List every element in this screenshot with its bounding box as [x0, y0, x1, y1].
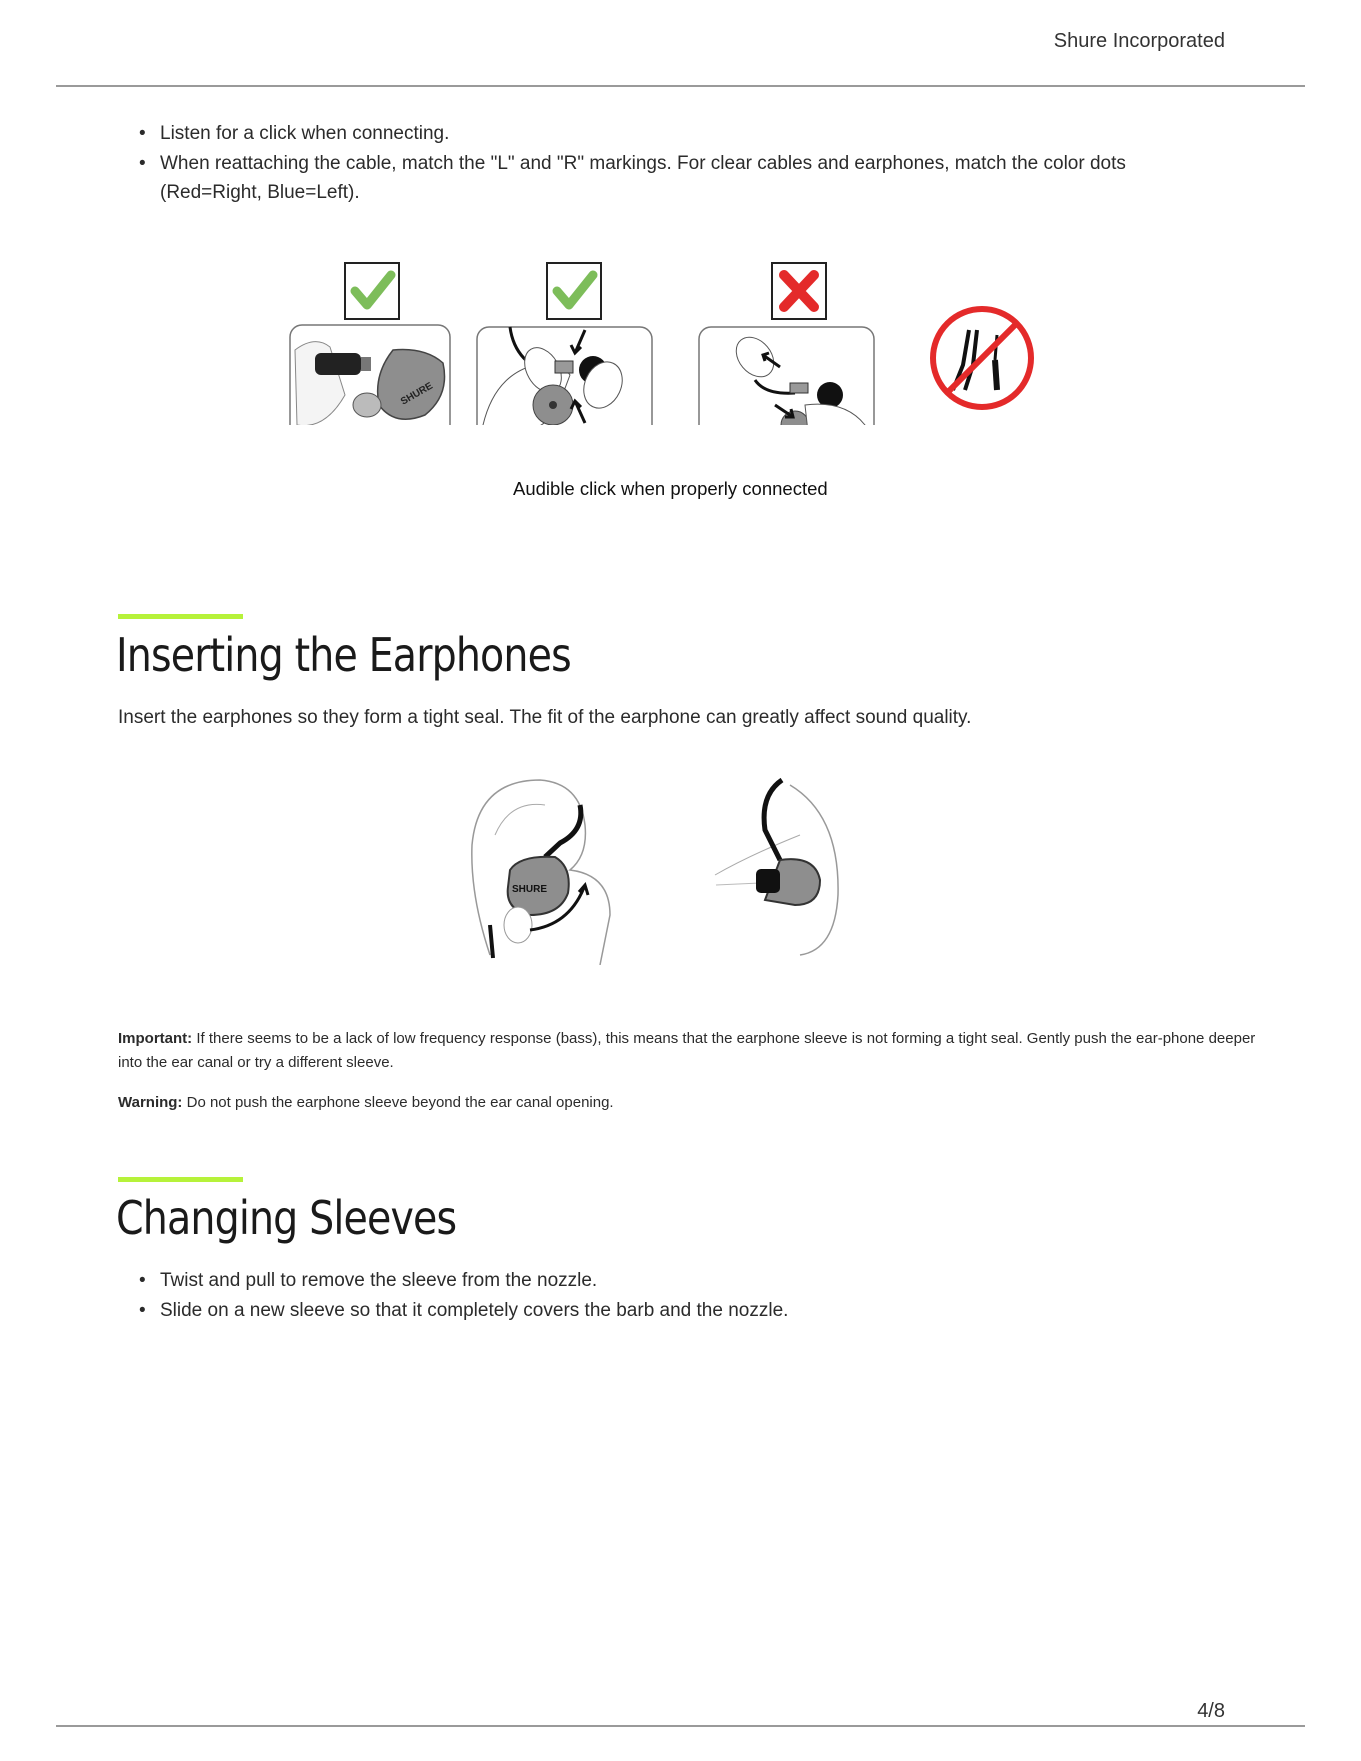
- list-item: • Listen for a click when connecting.: [139, 123, 450, 144]
- figure-caption: Audible click when properly connected: [513, 478, 828, 499]
- section-intro-paragraph: Insert the earphones so they form a tight seal. The fit of the earphone can greatly affect sound quality.: [118, 707, 972, 728]
- footer-divider: [56, 1725, 1305, 1727]
- ear-side-illustration: [715, 780, 838, 955]
- section-title-sleeves: Changing Sleeves: [116, 1191, 457, 1245]
- section-accent-bar: [118, 614, 243, 619]
- check-mark-icon: [345, 263, 399, 319]
- check-mark-icon: [547, 263, 601, 319]
- ear-front-illustration: [472, 780, 610, 965]
- page-number: 4/8: [1197, 1700, 1225, 1722]
- important-note: Important: If there seems to be a lack of low frequency response (bass), this means that the earphone sleeve is not forming a tight seal. Gently push the ear-phone deeper into the ear canal or try a different sleeve.: [118, 1030, 1256, 1071]
- list-item: • Slide on a new sleeve so that it completely covers the barb and the nozzle.: [139, 1299, 789, 1321]
- header-company-name: Shure Incorporated: [1053, 30, 1225, 52]
- earphone-illustration-panel: [477, 327, 652, 425]
- header-divider: [56, 85, 1305, 87]
- list-item: • Twist and pull to remove the sleeve from the nozzle.: [139, 1270, 598, 1291]
- earphone-illustration-panel: [699, 327, 874, 425]
- section-accent-bar: [118, 1177, 243, 1182]
- cross-mark-icon: [772, 263, 826, 319]
- connection-tips-list: [139, 119, 1126, 208]
- list-item: • When reattaching the cable, match the "L" and "R" markings. For clear cables and earphones, match the color dots (Red=Right, Blue=Left).: [139, 152, 1126, 203]
- section-title-inserting: Inserting the Earphones: [116, 628, 571, 682]
- svg-text:SHURE: SHURE: [512, 884, 548, 895]
- cable-connection-figure: [285, 255, 1045, 425]
- svg-text:SHURE: SHURE: [399, 380, 435, 408]
- warning-note: Warning: Do not push the earphone sleeve beyond the ear canal opening.: [118, 1094, 614, 1111]
- no-tools-icon: [933, 309, 1031, 407]
- earphone-insertion-figure: [460, 775, 860, 965]
- sleeve-steps-list: [139, 1266, 788, 1325]
- earphone-illustration-panel: [290, 325, 450, 425]
